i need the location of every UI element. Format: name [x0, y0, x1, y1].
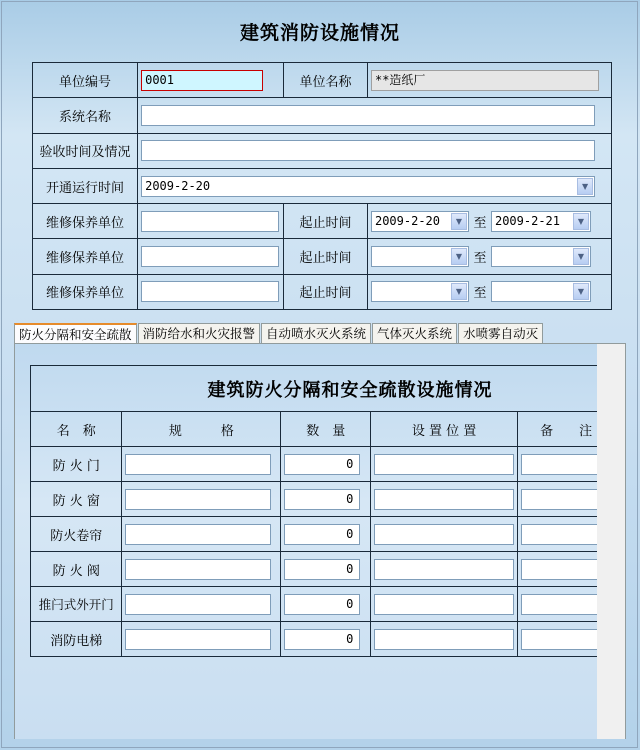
col-header-spec: 规 格	[122, 412, 281, 447]
to-label: 至	[473, 286, 487, 302]
row-label: 消防电梯	[31, 622, 122, 657]
table-row	[31, 447, 599, 482]
qty-input[interactable]: 0	[284, 629, 360, 650]
table-row	[31, 622, 599, 657]
location-input[interactable]	[374, 454, 514, 475]
tab-water-mist[interactable]: 水喷雾自动灭	[458, 323, 543, 344]
page-title: 建筑消防设施情况	[239, 22, 400, 44]
note-input[interactable]	[521, 594, 598, 615]
period-to-combo[interactable]	[491, 246, 591, 267]
qty-input[interactable]: 0	[284, 594, 360, 615]
start-time-label: 开通运行时间	[33, 168, 138, 203]
start-time-value: 2009-2-20	[145, 178, 211, 193]
location-input[interactable]	[374, 559, 514, 580]
maint-unit-label: 维修保养单位	[33, 204, 138, 239]
col-header-name: 名 称	[31, 412, 122, 447]
period-to-combo[interactable]	[491, 211, 591, 232]
period-to-value: 2009-2-21	[494, 213, 561, 228]
note-input[interactable]	[521, 629, 598, 650]
vertical-scrollbar[interactable]	[597, 344, 625, 739]
qty-input[interactable]: 0	[284, 559, 360, 580]
spec-input[interactable]	[125, 559, 271, 580]
period-from-combo[interactable]	[371, 211, 469, 232]
system-name-label: 系统名称	[33, 98, 138, 133]
period-label: 起止时间	[284, 239, 368, 274]
maint-unit-input[interactable]	[141, 211, 279, 232]
period-from-value: 2009-2-20	[374, 213, 441, 228]
unit-no-label: 单位编号	[33, 63, 138, 98]
tab-sprinkler-system[interactable]: 自动喷水灭火系统	[261, 323, 371, 344]
acceptance-input[interactable]	[141, 140, 595, 161]
note-input[interactable]	[521, 454, 598, 475]
qty-input[interactable]: 0	[284, 524, 360, 545]
chevron-down-icon[interactable]: ▼	[573, 213, 589, 230]
unit-name-input[interactable]: **造纸厂	[371, 70, 599, 91]
panel-content	[15, 344, 598, 739]
table-row	[31, 517, 599, 552]
facility-form	[32, 62, 612, 310]
chevron-down-icon[interactable]: ▼	[451, 213, 467, 230]
col-header-note: 备 注	[518, 412, 598, 447]
to-label: 至	[473, 215, 487, 231]
table-row	[31, 482, 599, 517]
spec-input[interactable]	[125, 454, 271, 475]
table-row	[31, 552, 599, 587]
qty-input[interactable]: 0	[284, 454, 360, 475]
to-label: 至	[473, 251, 487, 267]
chevron-down-icon[interactable]: ▼	[577, 178, 593, 195]
unit-name-label: 单位名称	[284, 63, 368, 98]
period-from-combo[interactable]	[371, 281, 469, 302]
acceptance-label: 验收时间及情况	[33, 133, 138, 168]
maint-unit-label: 维修保养单位	[33, 274, 138, 309]
chevron-down-icon[interactable]: ▼	[573, 283, 589, 300]
period-from-combo[interactable]	[371, 246, 469, 267]
panel-title: 建筑防火分隔和安全疏散设施情况	[31, 366, 599, 412]
location-input[interactable]	[374, 629, 514, 650]
system-name-input[interactable]	[141, 105, 595, 126]
note-input[interactable]	[521, 524, 598, 545]
qty-input[interactable]: 0	[284, 489, 360, 510]
note-input[interactable]	[521, 559, 598, 580]
location-input[interactable]	[374, 489, 514, 510]
tab-fire-separation[interactable]: 防火分隔和安全疏散	[14, 323, 137, 344]
col-header-location: 设 置 位 置	[371, 412, 518, 447]
row-label: 防 火 阀	[31, 552, 122, 587]
spec-input[interactable]	[125, 489, 271, 510]
tab-water-supply-alarm[interactable]: 消防给水和火灾报警	[138, 323, 261, 344]
period-label: 起止时间	[284, 274, 368, 309]
maint-unit-input[interactable]	[141, 281, 279, 302]
facility-grid	[30, 365, 598, 657]
row-label: 防 火 窗	[31, 482, 122, 517]
maint-unit-label: 维修保养单位	[33, 239, 138, 274]
table-row	[31, 587, 599, 622]
period-to-combo[interactable]	[491, 281, 591, 302]
tab-strip	[14, 322, 600, 344]
location-input[interactable]	[374, 524, 514, 545]
chevron-down-icon[interactable]: ▼	[573, 248, 589, 265]
chevron-down-icon[interactable]: ▼	[451, 248, 467, 265]
spec-input[interactable]	[125, 524, 271, 545]
maint-unit-input[interactable]	[141, 246, 279, 267]
note-input[interactable]	[521, 489, 598, 510]
location-input[interactable]	[374, 594, 514, 615]
spec-input[interactable]	[125, 629, 271, 650]
tab-gas-extinguishing[interactable]: 气体灭火系统	[372, 323, 457, 344]
period-label: 起止时间	[284, 204, 368, 239]
unit-no-input[interactable]: 0001	[141, 70, 263, 91]
row-label: 推闩式外开门	[31, 587, 122, 622]
spec-input[interactable]	[125, 594, 271, 615]
row-label: 防 火 门	[31, 447, 122, 482]
tab-panel	[14, 343, 626, 739]
col-header-qty: 数 量	[281, 412, 371, 447]
row-label: 防火卷帘	[31, 517, 122, 552]
start-time-combo[interactable]	[141, 176, 595, 197]
chevron-down-icon[interactable]: ▼	[451, 283, 467, 300]
